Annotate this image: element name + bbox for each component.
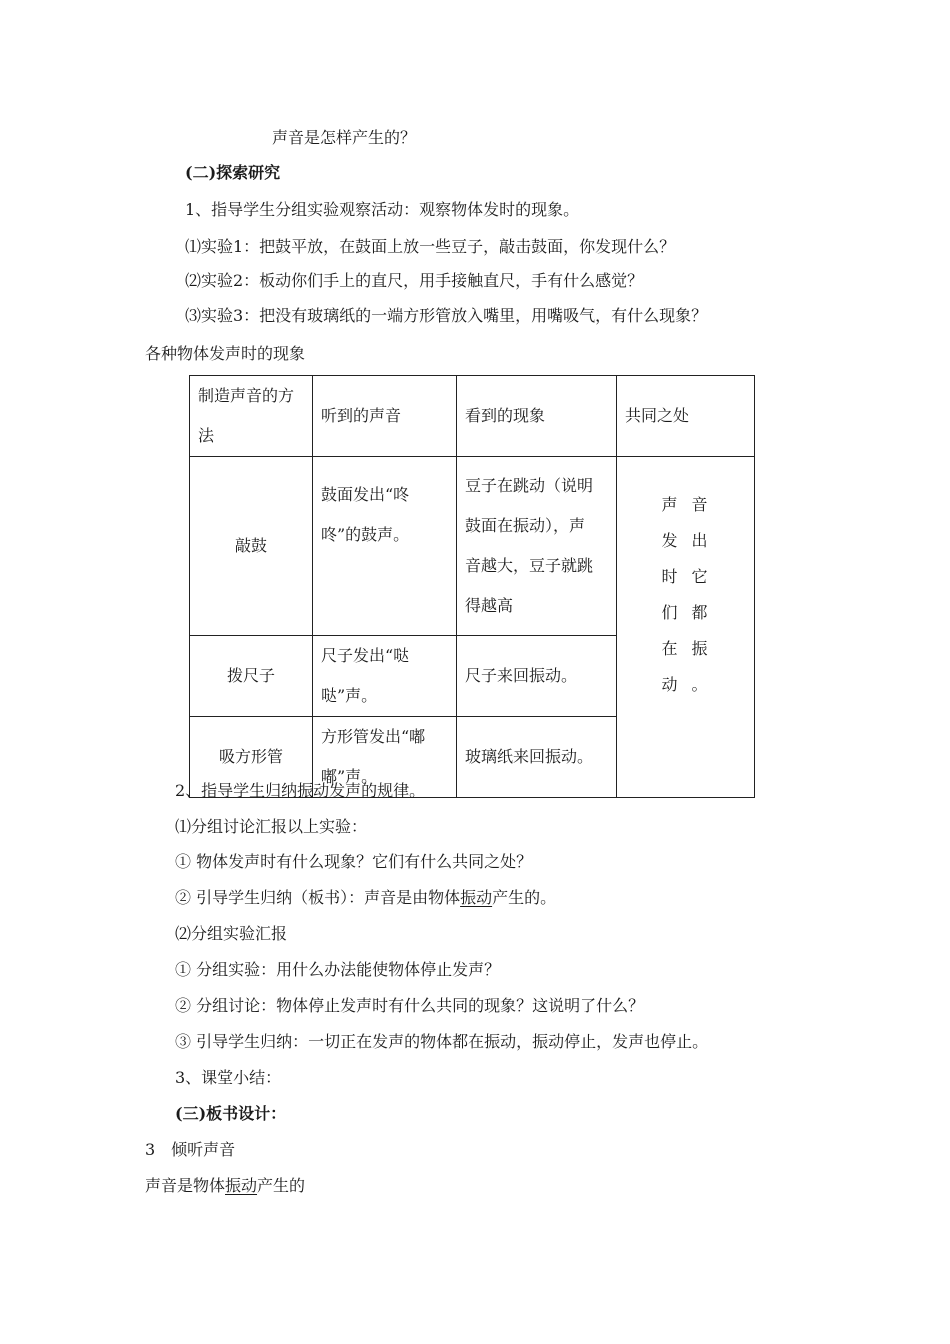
question-2 xyxy=(175,888,556,908)
common-line: 动。 xyxy=(661,675,722,694)
common-cell xyxy=(617,457,755,798)
item-1: 1、指导学生分组实验观察活动：观察物体发时的现象。 xyxy=(185,200,580,219)
sub-1: ⑴分组讨论汇报以上实验： xyxy=(175,817,368,836)
seen-cell: 玻璃纸来回振动。 xyxy=(457,717,617,798)
table-header-row xyxy=(190,376,755,457)
phenomena-table xyxy=(189,375,755,798)
heard-line: 哒”声。 xyxy=(321,686,378,705)
heard-cell xyxy=(313,636,457,717)
intro-question: 声音是怎样产生的？ xyxy=(272,128,417,147)
board-line xyxy=(145,1176,305,1196)
question-2-post: 产生的。 xyxy=(492,888,557,907)
common-line: 们都 xyxy=(661,603,722,622)
question-2-underlined: 振动 xyxy=(460,888,493,907)
board-title: 3 倾听声音 xyxy=(145,1140,236,1159)
common-line: 在振 xyxy=(661,639,722,658)
seen-cell xyxy=(457,457,617,636)
item-3: 3、课堂小结： xyxy=(175,1068,282,1087)
method-cell: 吸方形管 xyxy=(190,717,313,798)
heard-line: 嘟”声。 xyxy=(321,767,378,786)
heard-cell xyxy=(313,457,457,636)
header-method xyxy=(190,376,313,457)
common-line: 时它 xyxy=(661,567,722,586)
header-seen: 看到的现象 xyxy=(457,376,617,457)
heard-line: 方形管发出“嘟 xyxy=(321,727,426,746)
sub-2: ⑵分组实验汇报 xyxy=(175,924,288,943)
question-1: ① 物体发声时有什么现象？它们有什么共同之处？ xyxy=(175,852,533,871)
board-line-underlined: 振动 xyxy=(225,1176,258,1195)
header-method-line1: 制造声音的方 xyxy=(198,386,295,405)
seen-line: 音越大，豆子就跳 xyxy=(465,556,594,575)
seen-line: 豆子在跳动（说明 xyxy=(465,476,594,495)
board-line-pre: 声音是物体 xyxy=(145,1176,226,1195)
section-heading-board: (三)板书设计： xyxy=(175,1104,287,1123)
method-cell: 敲鼓 xyxy=(190,457,313,636)
method-cell: 拨尺子 xyxy=(190,636,313,717)
experiment-2: ⑵实验2：板动你们手上的直尺，用手接触直尺，手有什么感觉？ xyxy=(185,271,644,290)
table-row xyxy=(190,457,755,636)
header-method-line2: 法 xyxy=(198,426,215,445)
seen-line: 鼓面在振动），声 xyxy=(465,516,586,535)
item-2: 2、指导学生归纳振动发声的规律。 xyxy=(175,781,426,800)
common-line: 声音 xyxy=(661,495,722,514)
heard-line: 尺子发出“哒 xyxy=(321,646,410,665)
heard-line: 鼓面发出“咚 xyxy=(321,485,410,504)
question-4: ② 分组讨论：物体停止发声时有什么共同的现象？这说明了什么？ xyxy=(175,996,645,1015)
board-line-post: 产生的 xyxy=(257,1176,306,1195)
table-caption: 各种物体发声时的现象 xyxy=(145,344,306,363)
experiment-3: ⑶实验3：把没有玻璃纸的一端方形管放入嘴里，用嘴吸气，有什么现象？ xyxy=(185,306,708,325)
seen-cell: 尺子来回振动。 xyxy=(457,636,617,717)
seen-line: 得越高 xyxy=(465,596,514,615)
header-heard: 听到的声音 xyxy=(313,376,457,457)
question-2-pre: ② 引导学生归纳（板书）：声音是由物体 xyxy=(175,888,461,907)
section-heading-explore: (二)探索研究 xyxy=(185,163,281,182)
header-common: 共同之处 xyxy=(617,376,755,457)
question-3: ① 分组实验：用什么办法能使物体停止发声？ xyxy=(175,960,501,979)
heard-line: 咚”的鼓声。 xyxy=(321,525,410,544)
experiment-1: ⑴实验1：把鼓平放，在鼓面上放一些豆子，敲击鼓面，你发现什么？ xyxy=(185,237,676,256)
common-line: 发出 xyxy=(661,531,722,550)
question-5: ③ 引导学生归纳：一切正在发声的物体都在振动，振动停止，发声也停止。 xyxy=(175,1032,709,1051)
